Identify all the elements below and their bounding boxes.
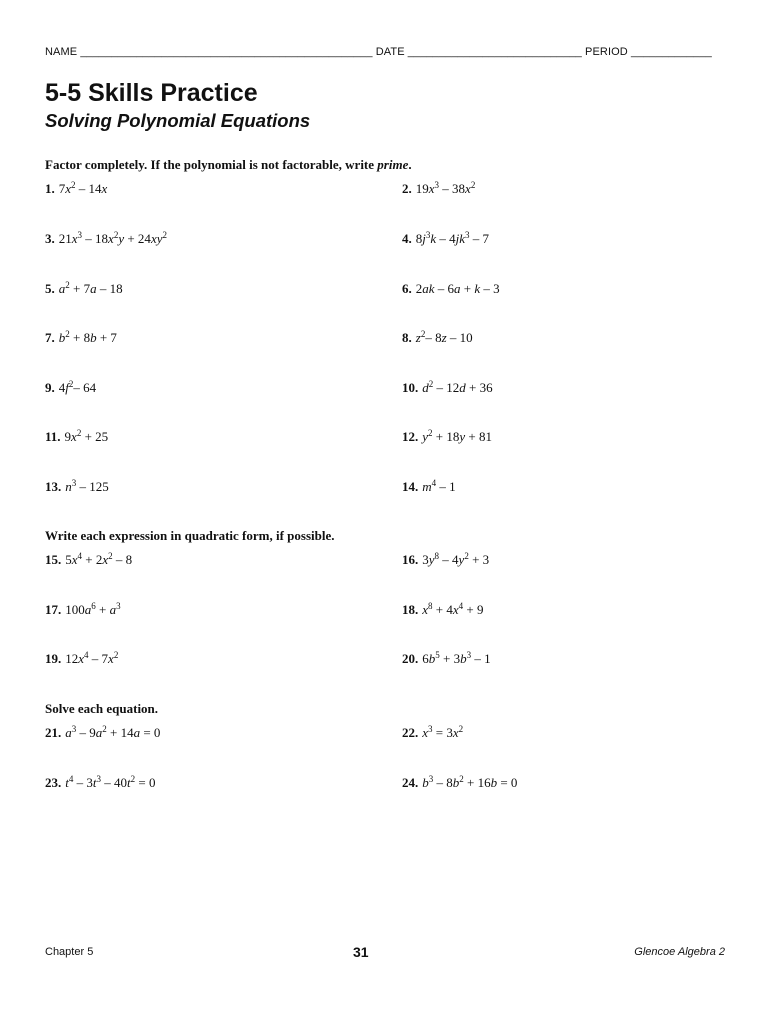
problem-24: 24. $b^3 - 8b^2 + 16b = 0$	[402, 774, 518, 790]
problem-14: 14. $m^4 - 1$	[402, 478, 456, 494]
footer-page-number: 31	[353, 944, 369, 960]
problem-1: 1. $7x^2 - 14x$	[45, 180, 108, 196]
section-1-instruction	[45, 157, 412, 173]
instruction-text: Solve each equation.	[45, 701, 159, 716]
problem-17: 17. $100a^6 + a^3$	[45, 601, 121, 617]
problem-11: 11. $9x^2 + 25$	[45, 428, 109, 444]
problem-3: 3. $21x^3 - 18x^2y + 24xy^2$	[45, 230, 167, 246]
name-date-period-line: NAME _______________________________________________ DATE ____________________________ PERIOD _____________	[45, 46, 712, 58]
footer-chapter: Chapter 5	[45, 946, 94, 958]
problem-22: 22. $x^3 = 3x^2$	[402, 724, 464, 740]
problem-4: 4. $8j^3k - 4jk^3 - 7$	[402, 230, 490, 246]
problem-20: 20. $6b^5 + 3b^3 - 1$	[402, 650, 491, 666]
problem-2: 2. $19x^3 - 38x^2$	[402, 180, 476, 196]
page-title: 5-5 Skills Practice	[45, 79, 258, 107]
problem-13: 13. $n^3 - 125$	[45, 478, 109, 494]
problem-7: 7. $b^2 + 8b + 7$	[45, 329, 117, 345]
problem-15: 15. $5x^4 + 2x^2 - 8$	[45, 551, 133, 567]
instruction-emphasis: prime	[377, 157, 409, 172]
section-2-instruction	[45, 528, 335, 544]
instruction-end: .	[408, 157, 412, 172]
footer-book-title: Glencoe Algebra 2	[634, 946, 725, 958]
problem-18: 18. $x^8 + 4x^4 + 9$	[402, 601, 484, 617]
problem-16: 16. $3y^8 - 4y^2 + 3$	[402, 551, 490, 567]
problem-23: 23. $t^4 - 3t^3 - 40t^2 = 0$	[45, 774, 156, 790]
problem-9: 9. $4f^2-$ 64	[45, 379, 97, 395]
problem-21: 21. $a^3 - 9a^2 + 14a = 0$	[45, 724, 161, 740]
problem-8: 8. $z^2-$ 8z – 10	[402, 329, 473, 345]
problem-12: 12. $y^2 + 18y + 81$	[402, 428, 492, 444]
problem-19: 19. $12x^4 - 7x^2$	[45, 650, 119, 666]
problem-6: 6. 2ak – 6a + k – 3	[402, 281, 500, 296]
page-subtitle: Solving Polynomial Equations	[45, 110, 311, 131]
instruction-text: Factor completely. If the polynomial is not factorable, write	[45, 157, 375, 172]
problem-10: 10. $d^2 - 12d + 36$	[402, 379, 493, 395]
section-3-instruction	[45, 701, 158, 717]
problem-5: 5. $a^2 + 7a - 18$	[45, 280, 123, 296]
instruction-text: Write each expression in quadratic form, if possible.	[45, 528, 335, 543]
